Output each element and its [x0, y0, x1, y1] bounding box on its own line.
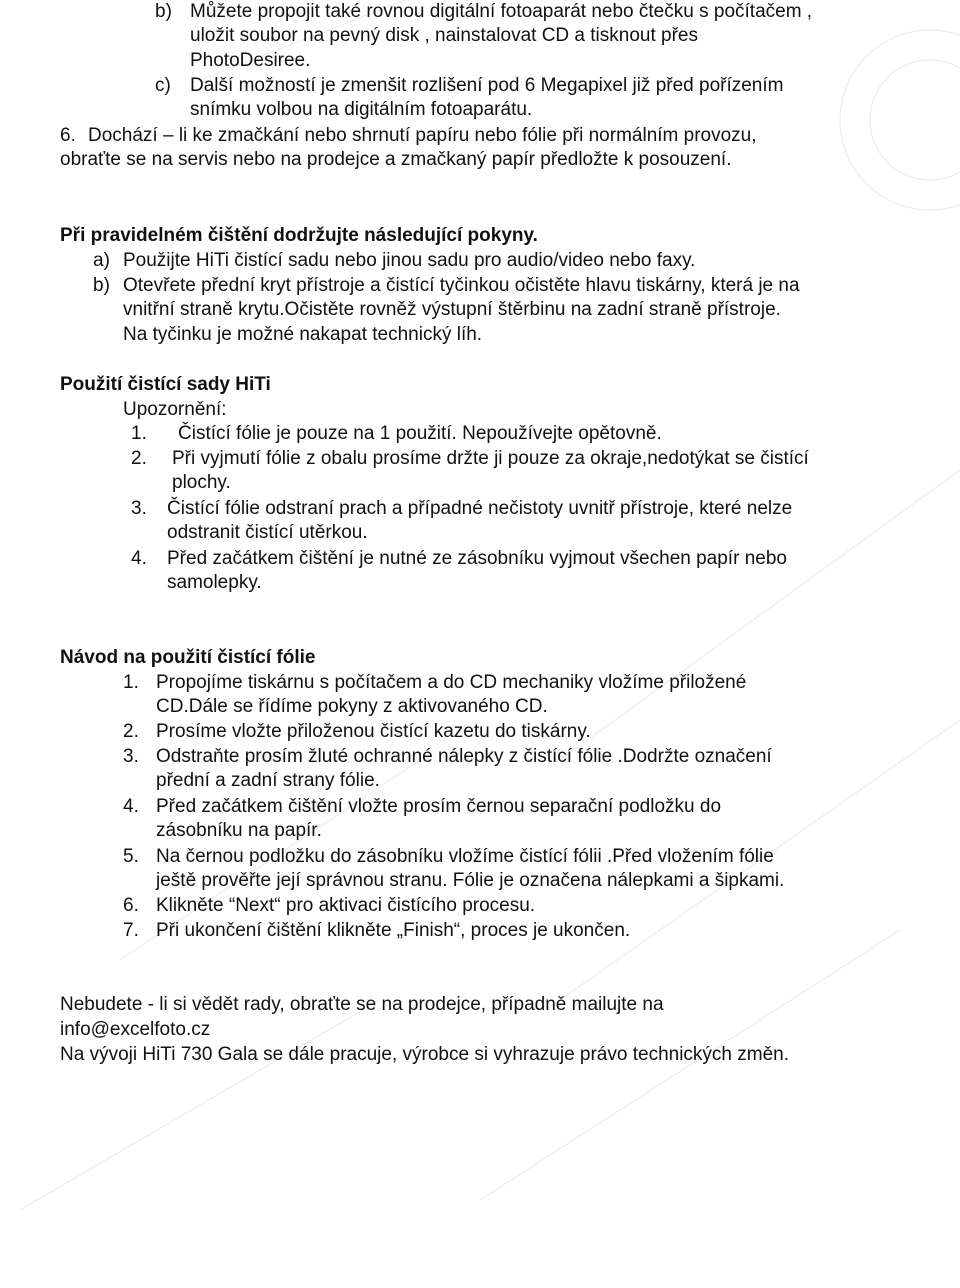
- paragraph-line: Dochází – li ke zmačkání nebo shrnutí papíru nebo fólie při normálním provozu,: [88, 125, 757, 146]
- paragraph-line: uložit soubor na pevný disk , nainstalovat CD a tisknout přes: [190, 25, 698, 46]
- guide-item-line: Klikněte “Next“ pro aktivaci čistícího procesu.: [156, 895, 536, 916]
- paragraph-line: Na tyčinku je možné nakapat technický líh.: [123, 324, 483, 345]
- guide-item-line: Na černou podložku do zásobníku vložíme čistící fólii .Před vložením fólie: [156, 846, 774, 867]
- guide-item-number: 3.: [123, 746, 139, 767]
- guide-item-number: 4.: [123, 796, 139, 817]
- kit-item-line: plochy.: [172, 472, 231, 493]
- footer-line: Na vývoji HiTi 730 Gala se dále pracuje, výrobce si vyhrazuje právo technických změn.: [60, 1044, 790, 1065]
- guide-item-line: zásobníku na papír.: [156, 820, 322, 841]
- paragraph-line: Použijte HiTi čistící sadu nebo jinou sadu pro audio/video nebo faxy.: [123, 250, 696, 271]
- paragraph-line: vnitřní straně krytu.Očistěte rovněž výstupní štěrbinu na zadní straně přístroje.: [123, 299, 781, 320]
- paragraph-line: Můžete propojit také rovnou digitální fotoaparát nebo čtečku s počítačem ,: [190, 1, 813, 22]
- footer-line: Nebudete - li si vědět rady, obraťte se na prodejce, případně mailujte na: [60, 994, 664, 1015]
- guide-item-line: Před začátkem čištění vložte prosím černou separační podložku do: [156, 796, 722, 817]
- kit-item-number: 4.: [131, 548, 147, 569]
- guide-item-line: Odstraňte prosím žluté ochranné nálepky z čistící fólie .Dodržte označení: [156, 746, 772, 767]
- kit-item-line: Při vyjmutí fólie z obalu prosíme držte ji pouze za okraje,nedotýkat se čistící: [172, 448, 809, 469]
- warning-label: Upozornění:: [123, 399, 227, 420]
- list-label-a: a): [93, 250, 110, 271]
- paragraph-line: PhotoDesiree.: [190, 50, 311, 71]
- guide-item-line: ještě prověřte její správnou stranu. Fólie je označena nálepkami a šipkami.: [156, 870, 785, 891]
- kit-item-line: Čistící fólie odstraní prach a případné nečistoty uvnitř přístroje, které nelze: [167, 498, 793, 519]
- footer-email[interactable]: info@excelfoto.cz: [60, 1019, 211, 1040]
- guide-item-line: Při ukončení čištění klikněte „Finish“, proces je ukončen.: [156, 920, 631, 941]
- section-heading-kit: Použití čistící sady HiTi: [60, 374, 271, 395]
- list-label-b: b): [93, 275, 110, 296]
- list-label-b: b): [155, 1, 172, 22]
- kit-item-number: 3.: [131, 498, 147, 519]
- guide-item-number: 5.: [123, 846, 139, 867]
- kit-item-line: samolepky.: [167, 572, 262, 593]
- paragraph-line: obraťte se na servis nebo na prodejce a zmačkaný papír předložte k posouzení.: [60, 149, 732, 170]
- section-heading-cleaning: Při pravidelném čištění dodržujte následující pokyny.: [60, 225, 538, 246]
- item-number-6: 6.: [60, 125, 76, 146]
- list-label-c: c): [155, 75, 171, 96]
- guide-item-number: 2.: [123, 721, 139, 742]
- guide-item-number: 1.: [123, 672, 139, 693]
- paragraph-line: Otevřete přední kryt přístroje a čistící tyčinkou očistěte hlavu tiskárny, která je na: [123, 275, 800, 296]
- kit-item-line: Čistící fólie je pouze na 1 použití. Nepoužívejte opětovně.: [178, 423, 662, 444]
- kit-item-number: 2.: [131, 448, 147, 469]
- guide-item-number: 6.: [123, 895, 139, 916]
- guide-item-line: CD.Dále se řídíme pokyny z aktivovaného CD.: [156, 696, 548, 717]
- kit-item-line: Před začátkem čištění je nutné ze zásobníku vyjmout všechen papír nebo: [167, 548, 787, 569]
- guide-item-line: Prosíme vložte přiloženou čistící kazetu do tiskárny.: [156, 721, 591, 742]
- section-heading-guide: Návod na použití čistící fólie: [60, 647, 316, 668]
- guide-item-line: Propojíme tiskárnu s počítačem a do CD mechaniky vložíme přiložené: [156, 672, 747, 693]
- kit-item-line: odstranit čistící utěrkou.: [167, 522, 368, 543]
- paragraph-line: snímku volbou na digitálním fotoaparátu.: [190, 99, 533, 120]
- guide-item-number: 7.: [123, 920, 139, 941]
- guide-item-line: přední a zadní strany fólie.: [156, 770, 380, 791]
- paragraph-line: Další možností je zmenšit rozlišení pod 6 Megapixel již před pořízením: [190, 75, 784, 96]
- kit-item-number: 1.: [131, 423, 147, 444]
